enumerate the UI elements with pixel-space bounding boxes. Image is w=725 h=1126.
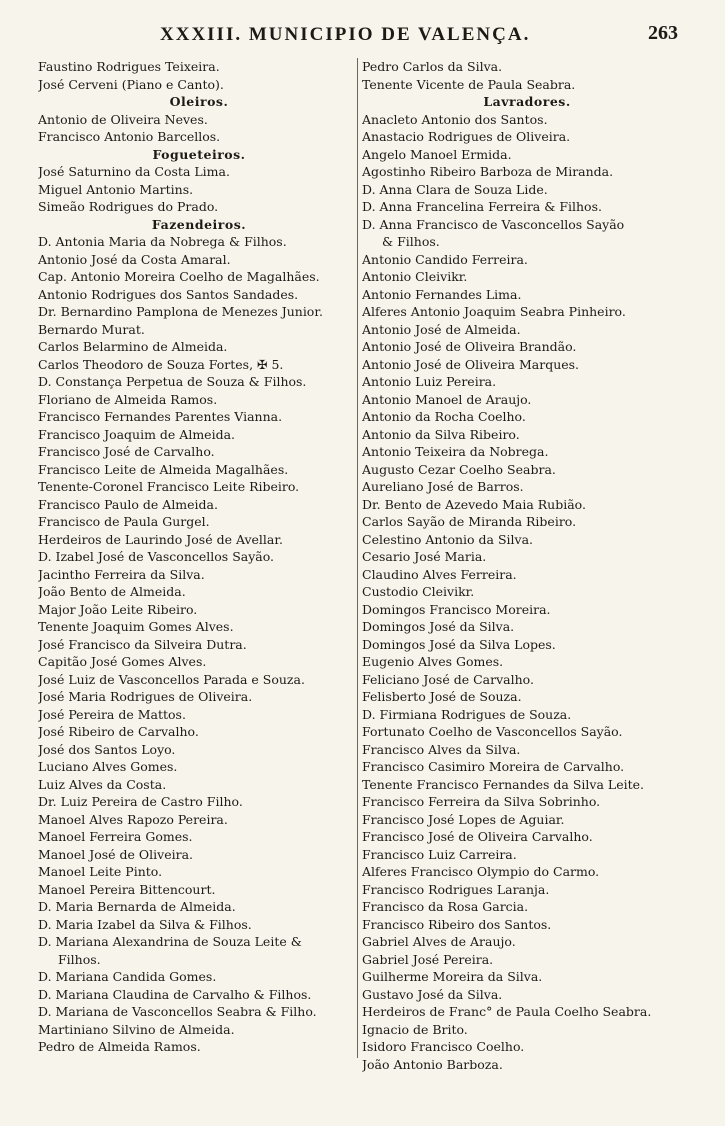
- list-item: Luciano Alves Gomes.: [38, 759, 178, 774]
- list-item: Dr. Luiz Pereira de Castro Filho.: [38, 794, 243, 809]
- list-item: Tenente-Coronel Francisco Leite Ribeiro.: [38, 479, 300, 494]
- list-item: Bernardo Murat.: [38, 321, 145, 337]
- list-item: Faustino Rodrigues Teixeira.: [38, 59, 220, 74]
- list-item: Antonio Teixeira da Nobrega.: [362, 444, 549, 459]
- list-item: Carlos Theodoro de Souza Fortes, ✠ 5.: [38, 356, 284, 372]
- list-item: Antonio Candido Ferreira.: [362, 251, 528, 267]
- list-item: José Maria Rodrigues de Oliveira.: [38, 689, 253, 704]
- list-item: Francisco Paulo de Almeida.: [38, 496, 218, 512]
- list-item: Domingos José da Silva.: [362, 619, 515, 634]
- list-item: D. Antonia Maria da Nobrega & Filhos.: [38, 234, 287, 249]
- page-header: [0, 22, 725, 48]
- list-item: Francisco Leite de Almeida Magalhães.: [38, 461, 289, 477]
- list-item: Tenente Vicente de Paula Seabra.: [362, 76, 576, 92]
- list-item: D. Anna Francelina Ferreira & Filhos.: [362, 199, 602, 214]
- list-item: Antonio José de Oliveira Brandão.: [362, 339, 577, 354]
- list-item: D. Mariana Candida Gomes.: [38, 969, 217, 984]
- list-item: Alferes Antonio Joaquim Seabra Pinheiro.: [362, 304, 626, 319]
- list-item: Antonio da Silva Ribeiro.: [362, 426, 520, 442]
- list-item: D. Mariana Alexandrina de Souza Leite &: [38, 934, 302, 949]
- list-item: Antonio de Oliveira Neves.: [38, 111, 208, 127]
- list-item: Antonio Manoel de Araujo.: [362, 391, 532, 407]
- list-item: Francisco Fernandes Parentes Vianna.: [38, 409, 283, 424]
- list-item: José Ribeiro de Carvalho.: [38, 724, 199, 739]
- list-item: D. Izabel José de Vasconcellos Sayão.: [38, 549, 275, 564]
- list-item: Antonio Cleivikr.: [362, 269, 468, 284]
- list-item: Antonio da Rocha Coelho.: [362, 409, 526, 424]
- list-item: Francisco Joaquim de Almeida.: [38, 426, 236, 442]
- section-heading: Oleiros.: [169, 94, 229, 109]
- list-item: Carlos Sayão de Miranda Ribeiro.: [362, 514, 577, 529]
- list-item: Angelo Manoel Ermida.: [362, 146, 512, 162]
- list-item: Antonio José de Oliveira Marques.: [362, 356, 580, 372]
- list-item: José Pereira de Mattos.: [38, 706, 186, 722]
- list-item: Antonio Rodrigues dos Santos Sandades.: [38, 286, 299, 302]
- list-item: Francisco Alves da Silva.: [362, 741, 521, 757]
- list-item: Francisco Luiz Carreira.: [362, 846, 517, 862]
- list-item: D. Maria Izabel da Silva & Filhos.: [38, 916, 252, 932]
- list-item: Felisberto José de Souza.: [362, 689, 522, 704]
- list-item: Antonio Luiz Pereira.: [362, 374, 497, 389]
- list-item: Francisco Antonio Barcellos.: [38, 129, 221, 144]
- header-title: XXXIII. MUNICIPIO DE VALENÇA.: [160, 24, 531, 45]
- list-item: D. Anna Francisco de Vasconcellos Sayão: [362, 216, 625, 232]
- list-item: D. Firmiana Rodrigues de Souza.: [362, 706, 572, 722]
- list-item: José Francisco da Silveira Dutra.: [38, 636, 247, 652]
- list-item: Jacintho Ferreira da Silva.: [38, 566, 205, 582]
- list-item: Francisco de Paula Gurgel.: [38, 514, 210, 529]
- list-item: Gustavo José da Silva.: [362, 986, 503, 1002]
- list-item: Feliciano José de Carvalho.: [362, 671, 534, 687]
- list-item: Luiz Alves da Costa.: [38, 776, 167, 792]
- list-item: Domingos Francisco Moreira.: [362, 601, 551, 617]
- list-item: Francisco Ribeiro dos Santos.: [362, 916, 552, 932]
- list-item: Manoel Leite Pinto.: [38, 864, 163, 879]
- list-item: Francisco José de Oliveira Carvalho.: [362, 829, 593, 844]
- column-divider: [357, 58, 358, 1058]
- list-item: Herdeiros de Laurindo José de Avellar.: [38, 531, 283, 547]
- list-item: Anacleto Antonio dos Santos.: [362, 111, 548, 127]
- list-item: Cap. Antonio Moreira Coelho de Magalhães.: [38, 269, 320, 284]
- list-item: Gabriel José Pereira.: [362, 951, 494, 967]
- list-item: Manoel José de Oliveira.: [38, 846, 193, 862]
- list-item: Manoel Pereira Bittencourt.: [38, 881, 216, 897]
- list-item: José Luiz de Vasconcellos Parada e Souza.: [38, 671, 305, 687]
- list-item: José dos Santos Loyo.: [38, 741, 176, 757]
- list-item: Agostinho Ribeiro Barboza de Miranda.: [362, 164, 614, 179]
- list-item: Antonio Fernandes Lima.: [362, 286, 522, 302]
- list-item: Miguel Antonio Martins.: [38, 181, 194, 197]
- list-item: D. Mariana de Vasconcellos Seabra & Filho.: [38, 1004, 317, 1019]
- list-item: Celestino Antonio da Silva.: [362, 531, 533, 547]
- list-item: Dr. Bento de Azevedo Maia Rubião.: [362, 496, 586, 512]
- list-item: Dr. Bernardino Pamplona de Menezes Junior.: [38, 304, 323, 319]
- section-heading: Fogueteiros.: [152, 146, 246, 162]
- list-item: Aureliano José de Barros.: [362, 479, 524, 494]
- list-item: Cesario José Maria.: [362, 549, 487, 564]
- list-item: Ignacio de Brito.: [362, 1021, 468, 1037]
- list-item: Claudino Alves Ferreira.: [362, 566, 517, 582]
- list-item: Francisco Casimiro Moreira de Carvalho.: [362, 759, 625, 774]
- list-item: Francisco da Rosa Garcia.: [362, 899, 529, 914]
- list-item: Domingos José da Silva Lopes.: [362, 636, 556, 652]
- list-item: Anastacio Rodrigues de Oliveira.: [362, 129, 571, 144]
- list-item: Capitão José Gomes Alves.: [38, 654, 207, 669]
- section-heading: Fazendeiros.: [151, 216, 247, 232]
- list-item: Tenente Francisco Fernandes da Silva Leite.: [362, 776, 644, 792]
- list-item: Pedro Carlos da Silva.: [362, 59, 503, 74]
- list-item: Antonio José da Costa Amaral.: [38, 251, 231, 267]
- list-item: Eugenio Alves Gomes.: [362, 654, 504, 669]
- list-item: Fortunato Coelho de Vasconcellos Sayão.: [362, 724, 623, 739]
- left-column: [38, 58, 360, 1056]
- list-item: Manoel Ferreira Gomes.: [38, 829, 193, 844]
- list-item: D. Maria Bernarda de Almeida.: [38, 899, 236, 914]
- list-item: Herdeiros de Franc° de Paula Coelho Seabra.: [362, 1004, 652, 1019]
- list-item: Francisco Rodrigues Laranja.: [362, 881, 550, 897]
- list-item: D. Constança Perpetua de Souza & Filhos.: [38, 374, 307, 389]
- list-item: Gabriel Alves de Araujo.: [362, 934, 516, 949]
- list-item: João Antonio Barboza.: [362, 1056, 503, 1072]
- list-item: José Cerveni (Piano e Canto).: [38, 76, 224, 92]
- page-number: 263: [648, 22, 678, 44]
- list-item: Francisco José de Carvalho.: [38, 444, 215, 459]
- list-item: Francisco José Lopes de Aguiar.: [362, 811, 565, 827]
- list-item: Floriano de Almeida Ramos.: [38, 391, 218, 407]
- list-item: Pedro de Almeida Ramos.: [38, 1039, 201, 1054]
- list-item: João Bento de Almeida.: [38, 584, 186, 599]
- list-item: Guilherme Moreira da Silva.: [362, 969, 543, 984]
- list-item: Alferes Francisco Olympio do Carmo.: [362, 864, 600, 879]
- list-item: Martiniano Silvino de Almeida.: [38, 1021, 235, 1037]
- list-item: Augusto Cezar Coelho Seabra.: [362, 461, 556, 477]
- list-item: Antonio José de Almeida.: [362, 321, 521, 337]
- list-item: Simeão Rodrigues do Prado.: [38, 199, 219, 214]
- list-item-continuation: Filhos.: [58, 951, 101, 967]
- right-column: [362, 58, 692, 1073]
- list-item: D. Mariana Claudina de Carvalho & Filhos.: [38, 986, 312, 1002]
- section-heading: Lavradores.: [483, 94, 571, 109]
- list-item: D. Anna Clara de Souza Lide.: [362, 181, 548, 197]
- list-item: Tenente Joaquim Gomes Alves.: [38, 619, 234, 634]
- list-item: Major João Leite Ribeiro.: [38, 601, 198, 617]
- list-item: Manoel Alves Rapozo Pereira.: [38, 811, 228, 827]
- list-item: Isidoro Francisco Coelho.: [362, 1039, 525, 1054]
- list-item: Francisco Ferreira da Silva Sobrinho.: [362, 794, 601, 809]
- list-item: Carlos Belarmino de Almeida.: [38, 339, 228, 354]
- list-item: José Saturnino da Costa Lima.: [38, 164, 230, 179]
- list-item-continuation: & Filhos.: [382, 234, 440, 249]
- list-item: Custodio Cleivikr.: [362, 584, 475, 599]
